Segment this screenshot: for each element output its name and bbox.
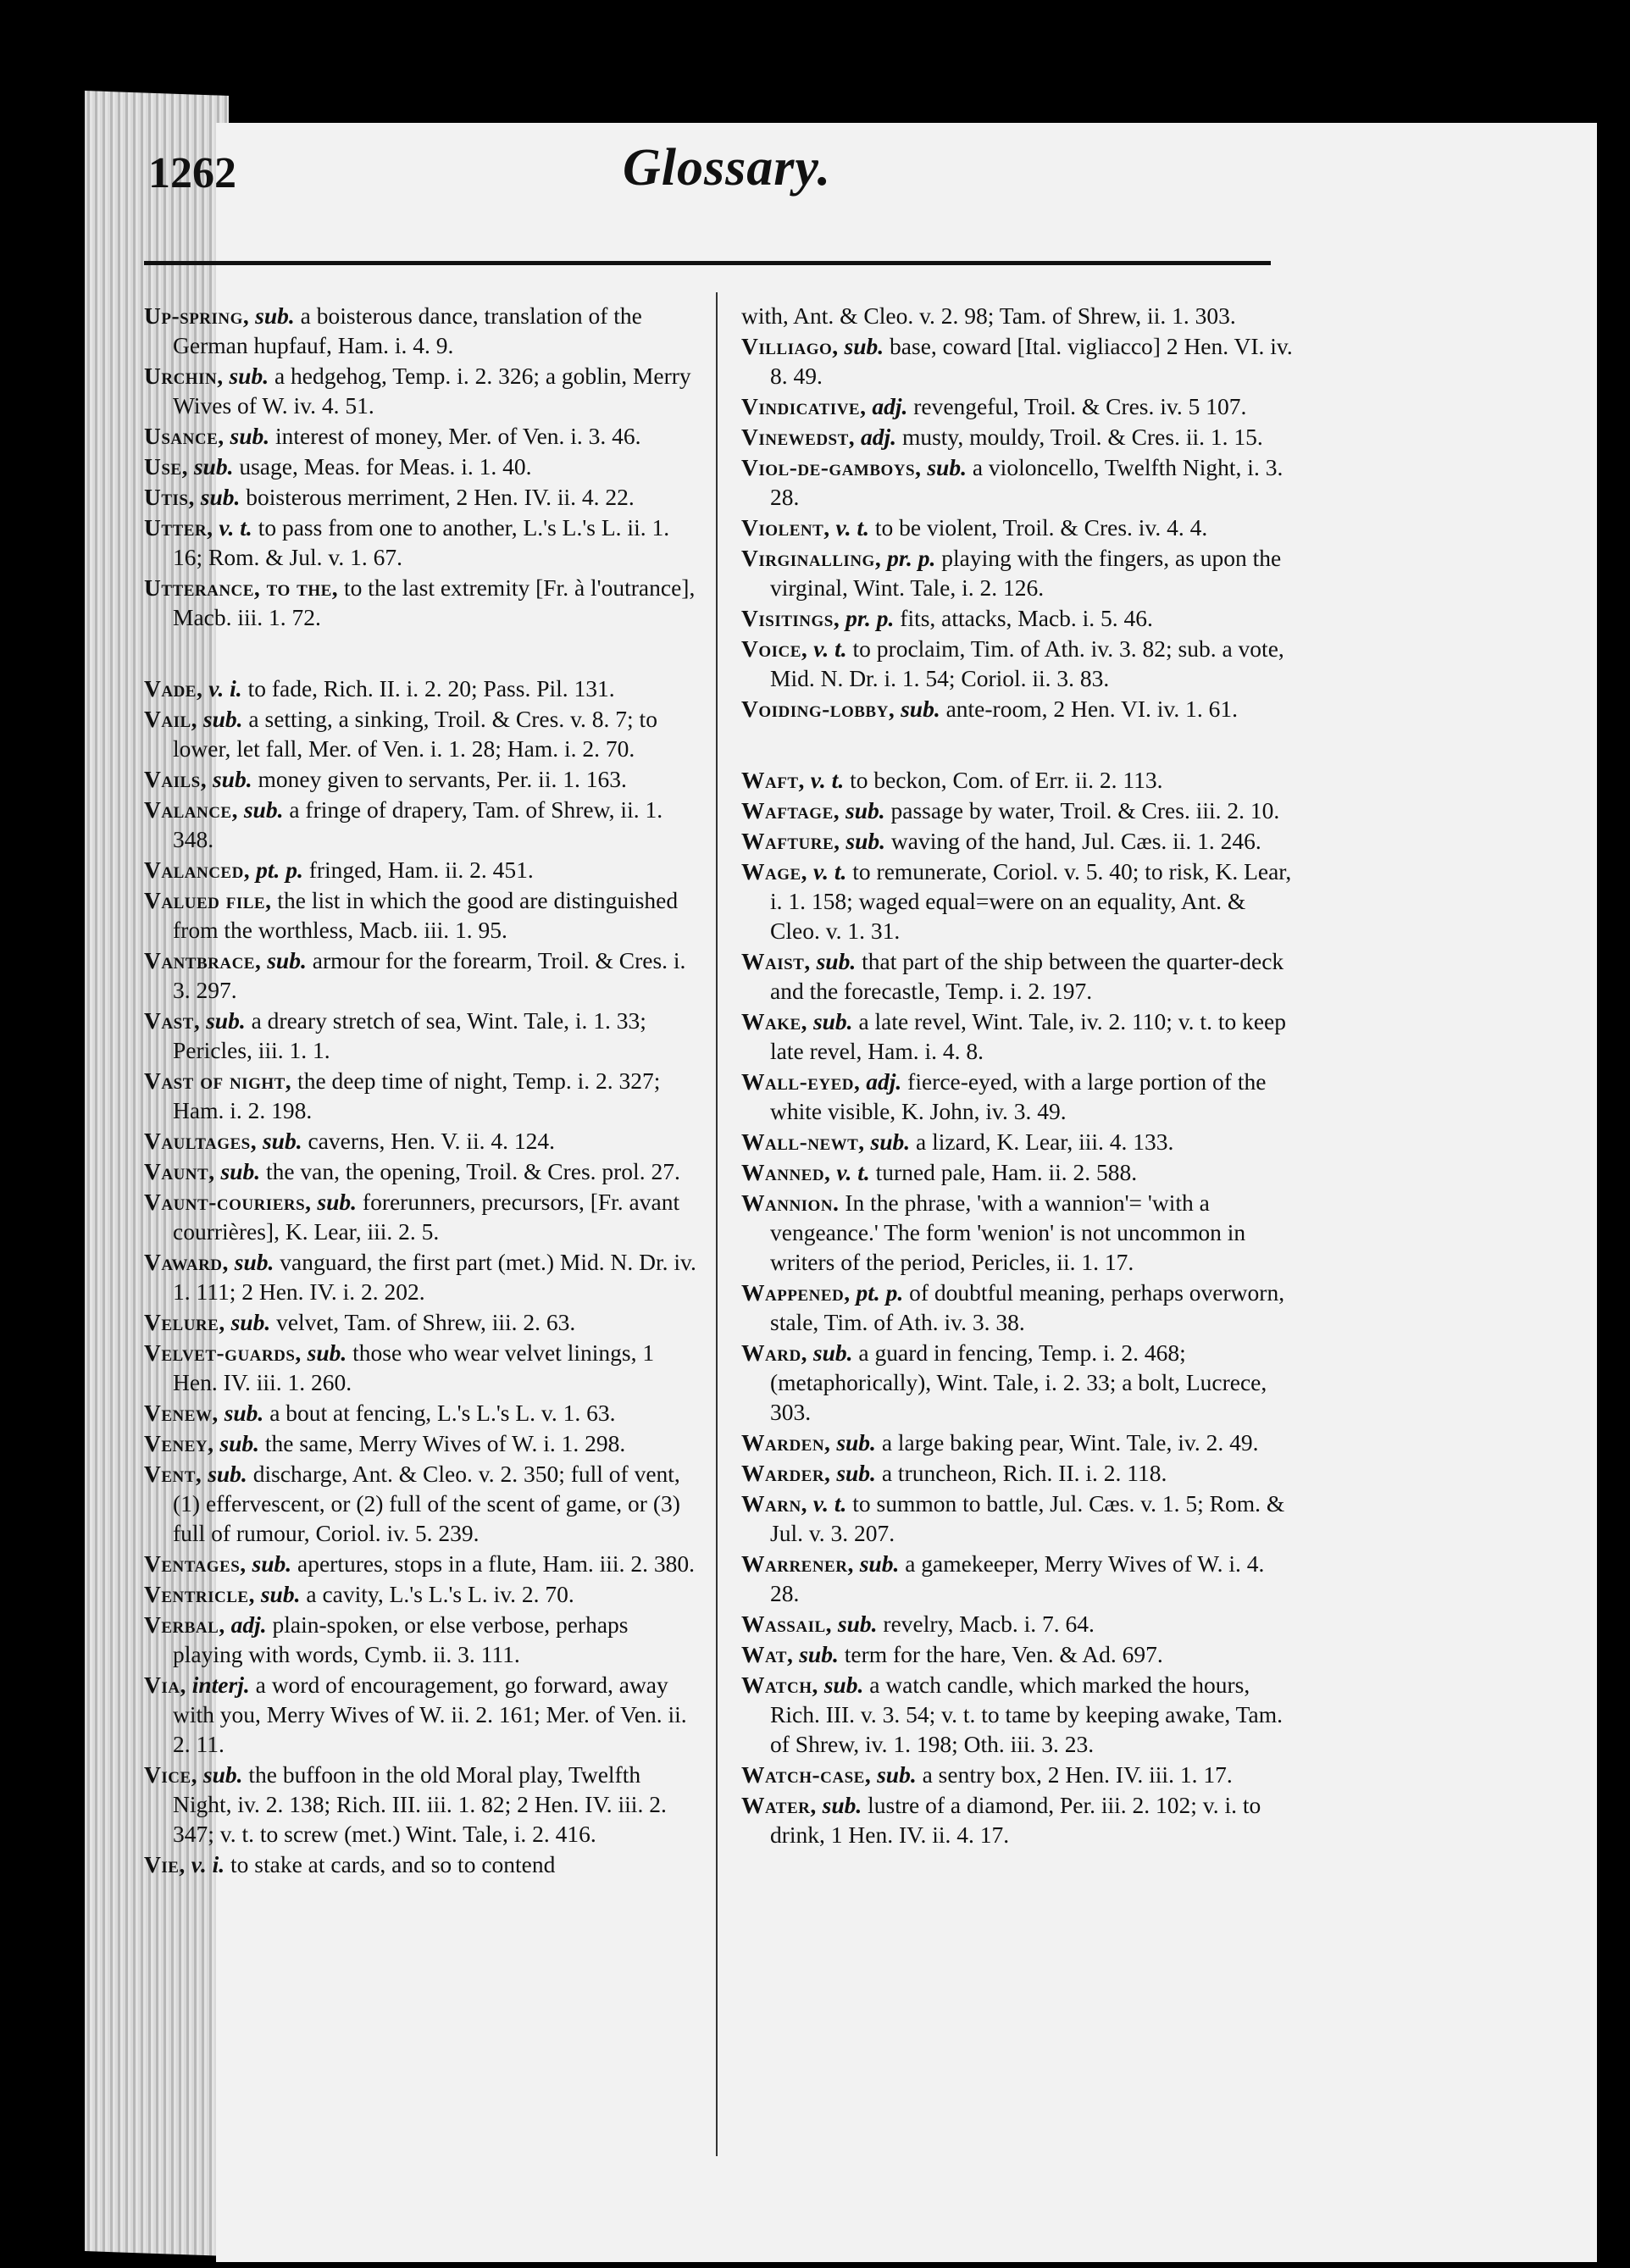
entry-headword: Wappened, bbox=[741, 1279, 851, 1306]
entry-headword: Valued file, bbox=[144, 887, 272, 913]
entry-headword: Waft, bbox=[741, 767, 805, 793]
entry-part-of-speech: sub. bbox=[307, 1339, 347, 1366]
glossary-entry bbox=[741, 1006, 1296, 1066]
glossary-entry bbox=[144, 1398, 703, 1428]
entry-definition: passage by water, Troil. & Cres. iii. 2. 10. bbox=[890, 797, 1280, 823]
entry-part-of-speech: sub. bbox=[255, 302, 295, 329]
entry-part-of-speech: adj. bbox=[230, 1611, 267, 1638]
glossary-entry bbox=[144, 482, 703, 512]
entry-definition: the same, Merry Wives of W. i. 1. 298. bbox=[264, 1430, 626, 1456]
entry-headword: Warden, bbox=[741, 1429, 831, 1456]
entry-part-of-speech: sub. bbox=[193, 453, 234, 480]
entry-part-of-speech: sub. bbox=[220, 1158, 261, 1184]
entry-headword: Ventricle, bbox=[144, 1581, 255, 1607]
glossary-entry bbox=[144, 1549, 703, 1578]
entry-part-of-speech: v. i. bbox=[191, 1851, 225, 1877]
entry-part-of-speech: sub. bbox=[206, 1007, 246, 1034]
entry-definition: lustre of a diamond, Per. iii. 2. 102; v. i. to drink, 1 Hen. IV. ii. 4. 17. bbox=[770, 1792, 1261, 1848]
entry-definition: velvet, Tam. of Shrew, iii. 2. 63. bbox=[276, 1309, 576, 1335]
entry-definition: that part of the ship between the quarter-deck and the forecastle, Temp. i. 2. 197. bbox=[770, 948, 1284, 1004]
entry-definition: forerunners, precursors, [Fr. avant courrières], K. Lear, iii. 2. 5. bbox=[173, 1189, 680, 1245]
entry-headword: Ventages, bbox=[144, 1550, 247, 1577]
entry-headword: Up-spring, bbox=[144, 302, 250, 329]
entry-part-of-speech: sub. bbox=[901, 696, 940, 722]
entry-definition: a guard in fencing, Temp. i. 2. 468; (metaphorically), Wint. Tale, i. 2. 33; a bolt, Lucrece, 303. bbox=[770, 1339, 1267, 1425]
entry-definition: to the last extremity [Fr. à l'outrance], Macb. iii. 1. 72. bbox=[173, 574, 696, 630]
entry-headword: Vade, bbox=[144, 675, 203, 701]
entry-headword: Via, bbox=[144, 1672, 186, 1698]
entry-definition: In the phrase, 'with a wannion'= 'with a vengeance.' The form 'wenion' is not uncommon in writers of the period, Pericles, ii. 1. 17. bbox=[770, 1189, 1246, 1275]
glossary-entry bbox=[144, 1126, 703, 1156]
glossary-entry bbox=[144, 1156, 703, 1186]
entry-part-of-speech: v. t. bbox=[835, 514, 869, 541]
entry-part-of-speech: sub. bbox=[870, 1128, 911, 1155]
glossary-entry bbox=[741, 1067, 1296, 1126]
glossary-entry bbox=[741, 513, 1296, 542]
glossary-entry bbox=[741, 1127, 1296, 1156]
entry-headword: Virginalling, bbox=[741, 545, 882, 571]
glossary-entry bbox=[144, 1338, 703, 1397]
entry-part-of-speech: sub. bbox=[836, 1429, 876, 1456]
entry-headword: Wall-eyed, bbox=[741, 1068, 861, 1095]
entry-headword: Wafture, bbox=[741, 828, 840, 854]
entry-part-of-speech: sub. bbox=[243, 796, 284, 823]
glossary-entry bbox=[144, 885, 703, 945]
entry-definition: to summon to battle, Jul. Cæs. v. 1. 5; Rom. & Jul. v. 3. 207. bbox=[770, 1490, 1285, 1546]
entry-part-of-speech: v. t. bbox=[812, 858, 847, 884]
entry-part-of-speech: adj. bbox=[866, 1068, 902, 1095]
entry-definition: fits, attacks, Macb. i. 5. 46. bbox=[900, 605, 1153, 631]
entry-definition: boisterous merriment, 2 Hen. IV. ii. 4. 22. bbox=[246, 484, 635, 510]
entry-part-of-speech: v. t. bbox=[219, 514, 252, 541]
entry-definition: a boisterous dance, translation of the German hupfauf, Ham. i. 4. 9. bbox=[173, 302, 642, 358]
entry-part-of-speech: sub. bbox=[845, 797, 885, 823]
glossary-entry bbox=[741, 1549, 1296, 1608]
glossary-entry bbox=[144, 945, 703, 1005]
entry-part-of-speech: sub. bbox=[317, 1189, 358, 1215]
entry-part-of-speech: sub. bbox=[267, 947, 307, 973]
glossary-entry bbox=[144, 1428, 703, 1458]
entry-headword: Wage, bbox=[741, 858, 808, 884]
entry-definition: turned pale, Ham. ii. 2. 588. bbox=[875, 1159, 1138, 1185]
entry-part-of-speech: sub. bbox=[844, 333, 884, 359]
glossary-entry bbox=[144, 1849, 703, 1879]
entry-definition: vanguard, the first part (met.) Mid. N. Dr. iv. 1. 111; 2 Hen. IV. i. 2. 202. bbox=[173, 1249, 696, 1305]
entry-part-of-speech: sub. bbox=[224, 1400, 264, 1426]
glossary-entry bbox=[741, 1428, 1296, 1457]
entry-definition: the list in which the good are distinguished from the worthless, Macb. iii. 1. 95. bbox=[173, 887, 679, 943]
entry-definition: discharge, Ant. & Cleo. v. 2. 350; full of vent, (1) effervescent, or (2) full of the scent of game, or (3) full of rumour, Coriol. iv. 5. 239. bbox=[173, 1461, 680, 1546]
glossary-entry bbox=[144, 573, 703, 632]
entry-definition: caverns, Hen. V. ii. 4. 124. bbox=[308, 1128, 556, 1154]
entry-headword: Veney, bbox=[144, 1430, 214, 1456]
entry-definition: with, Ant. & Cleo. v. 2. 98; Tam. of Shrew, ii. 1. 303. bbox=[741, 302, 1236, 329]
entry-headword: Velure, bbox=[144, 1309, 225, 1335]
entry-definition: to beckon, Com. of Err. ii. 2. 113. bbox=[850, 767, 1163, 793]
entry-headword: Wat, bbox=[741, 1641, 794, 1667]
entry-headword: Voice, bbox=[741, 635, 808, 662]
entry-part-of-speech: sub. bbox=[234, 1249, 274, 1275]
entry-headword: Vail, bbox=[144, 706, 198, 732]
entry-part-of-speech: adj. bbox=[861, 424, 897, 450]
entry-part-of-speech: sub. bbox=[200, 484, 241, 510]
glossary-entry bbox=[741, 1338, 1296, 1427]
entry-definition: interest of money, Mer. of Ven. i. 3. 46. bbox=[275, 423, 641, 449]
glossary-entry bbox=[741, 634, 1296, 693]
entry-part-of-speech: sub. bbox=[252, 1550, 292, 1577]
glossary-entry bbox=[144, 1187, 703, 1246]
entry-definition: a truncheon, Rich. II. i. 2. 118. bbox=[881, 1460, 1167, 1486]
glossary-entry bbox=[741, 1609, 1296, 1639]
glossary-entry bbox=[144, 1670, 703, 1759]
entry-definition: a violoncello, Twelfth Night, i. 3. 28. bbox=[770, 454, 1283, 510]
glossary-entry bbox=[741, 543, 1296, 602]
glossary-column-right bbox=[741, 301, 1296, 1850]
glossary-entry bbox=[144, 361, 703, 420]
entry-headword: Wannion. bbox=[741, 1189, 840, 1216]
entry-part-of-speech: sub. bbox=[260, 1581, 301, 1607]
entry-headword: Use, bbox=[144, 453, 188, 480]
entry-headword: Vast of night, bbox=[144, 1067, 292, 1094]
glossary-entry bbox=[144, 1760, 703, 1849]
entry-headword: Visitings, bbox=[741, 605, 840, 631]
entry-headword: Ward, bbox=[741, 1339, 808, 1366]
glossary-entry bbox=[741, 603, 1296, 633]
glossary-entry bbox=[144, 301, 703, 360]
entry-headword: Wall-newt, bbox=[741, 1128, 865, 1155]
glossary-entry bbox=[741, 826, 1296, 856]
entry-definition: a dreary stretch of sea, Wint. Tale, i. 1. 33; Pericles, iii. 1. 1. bbox=[173, 1007, 646, 1063]
entry-headword: Utter, bbox=[144, 514, 213, 541]
entry-definition: a setting, a sinking, Troil. & Cres. v. 8. 7; to lower, let fall, Mer. of Ven. i. 1. 28; Ham. i. 2. 70. bbox=[173, 706, 657, 762]
entry-part-of-speech: pr. p. bbox=[845, 605, 895, 631]
entry-headword: Warder, bbox=[741, 1460, 831, 1486]
glossary-entry bbox=[741, 452, 1296, 512]
page-header bbox=[148, 123, 1283, 216]
entry-part-of-speech: sub. bbox=[230, 1309, 271, 1335]
entry-definition: a lizard, K. Lear, iii. 4. 133. bbox=[916, 1128, 1174, 1155]
entry-part-of-speech: pt. p. bbox=[256, 857, 303, 883]
entry-definition: armour for the forearm, Troil. & Cres. i. 3. 297. bbox=[173, 947, 686, 1003]
glossary-entry bbox=[741, 1458, 1296, 1488]
entry-definition: usage, Meas. for Meas. i. 1. 40. bbox=[239, 453, 532, 480]
entry-headword: Velvet-guards, bbox=[144, 1339, 302, 1366]
entry-part-of-speech: sub. bbox=[202, 1761, 243, 1788]
entry-definition: revelry, Macb. i. 7. 64. bbox=[883, 1611, 1095, 1637]
entry-headword: Wassail, bbox=[741, 1611, 833, 1637]
glossary-entry bbox=[741, 1760, 1296, 1789]
entry-headword: Waftage, bbox=[741, 797, 840, 823]
entry-definition: revengeful, Troil. & Cres. iv. 5 107. bbox=[913, 393, 1247, 419]
entry-definition: a large baking pear, Wint. Tale, iv. 2. 49. bbox=[881, 1429, 1259, 1456]
entry-part-of-speech: sub. bbox=[822, 1792, 862, 1818]
entry-definition: a word of encouragement, go forward, away with you, Merry Wives of W. ii. 2. 161; Mer. of Ven. ii. 2. 11. bbox=[173, 1672, 687, 1757]
entry-headword: Water, bbox=[741, 1792, 817, 1818]
entry-definition: playing with the fingers, as upon the virginal, Wint. Tale, i. 2. 126. bbox=[770, 545, 1282, 601]
entry-definition: base, coward [Ital. vigliacco] 2 Hen. VI. iv. 8. 49. bbox=[770, 333, 1293, 389]
entry-definition: to remunerate, Coriol. v. 5. 40; to risk, K. Lear, i. 1. 158; waged equal=were on an equality, Ant. & Cleo. v. 1. 31. bbox=[770, 858, 1292, 944]
entry-headword: Vice, bbox=[144, 1761, 198, 1788]
entry-definition: a sentry box, 2 Hen. IV. iii. 1. 17. bbox=[922, 1761, 1233, 1788]
glossary-entry bbox=[741, 857, 1296, 945]
entry-headword: Waist, bbox=[741, 948, 811, 974]
entry-part-of-speech: sub. bbox=[812, 1339, 853, 1366]
glossary-entry bbox=[741, 1639, 1296, 1669]
glossary-entry bbox=[144, 795, 703, 854]
entry-part-of-speech: sub. bbox=[845, 828, 885, 854]
entry-headword: Vaunt, bbox=[144, 1158, 215, 1184]
entry-part-of-speech: sub. bbox=[230, 423, 270, 449]
entry-part-of-speech: sub. bbox=[219, 1430, 260, 1456]
entry-part-of-speech: sub. bbox=[812, 1008, 853, 1034]
entry-definition: to be violent, Troil. & Cres. iv. 4. 4. bbox=[874, 514, 1208, 541]
entry-definition: to fade, Rich. II. i. 2. 20; Pass. Pil. 131. bbox=[247, 675, 615, 701]
entry-part-of-speech: v. t. bbox=[812, 1490, 847, 1517]
entry-definition: those who wear velvet linings, 1 Hen. IV. iii. 1. 260. bbox=[173, 1339, 655, 1395]
entry-part-of-speech: sub. bbox=[208, 1461, 247, 1487]
glossary-entry bbox=[741, 796, 1296, 825]
entry-part-of-speech: sub. bbox=[229, 363, 269, 389]
entry-definition: a watch candle, which marked the hours, Rich. III. v. 3. 54; v. t. to tame by keeping awake, Tam. of Shrew, iv. 1. 198; Oth. iii. 3. 23. bbox=[770, 1672, 1283, 1757]
entry-part-of-speech: sub. bbox=[262, 1128, 302, 1154]
entry-part-of-speech: pr. p. bbox=[887, 545, 936, 571]
glossary-entry bbox=[144, 1459, 703, 1548]
entry-definition: apertures, stops in a flute, Ham. iii. 2. 380. bbox=[297, 1550, 695, 1577]
glossary-entry bbox=[144, 855, 703, 884]
column-divider bbox=[716, 292, 718, 2156]
entry-definition: waving of the hand, Jul. Cæs. ii. 1. 246. bbox=[890, 828, 1261, 854]
entry-part-of-speech: sub. bbox=[202, 706, 243, 732]
entry-headword: Watch, bbox=[741, 1672, 818, 1698]
entry-definition: fringed, Ham. ii. 2. 451. bbox=[308, 857, 534, 883]
entry-definition: fierce-eyed, with a large portion of the white visible, K. John, iv. 3. 49. bbox=[770, 1068, 1267, 1124]
entry-part-of-speech: v. t. bbox=[810, 767, 845, 793]
glossary-entry bbox=[741, 331, 1296, 391]
entry-headword: Watch-case, bbox=[741, 1761, 872, 1788]
letter-section-gap bbox=[144, 633, 703, 674]
entry-part-of-speech: adj. bbox=[872, 393, 908, 419]
entry-headword: Vantbrace, bbox=[144, 947, 262, 973]
entry-definition: the buffoon in the old Moral play, Twelfth Night, iv. 2. 138; Rich. III. iii. 1. 82; 2 Hen. IV. iii. 2. 347; v. t. to screw (met.) Wint. Tale, i. 2. 416. bbox=[173, 1761, 667, 1847]
entry-headword: Wake, bbox=[741, 1008, 808, 1034]
entry-headword: Venew, bbox=[144, 1400, 219, 1426]
entry-part-of-speech: sub. bbox=[799, 1641, 839, 1667]
glossary-entry bbox=[741, 1157, 1296, 1187]
glossary-entry bbox=[144, 1307, 703, 1337]
header-rule bbox=[144, 261, 1271, 265]
entry-part-of-speech: sub. bbox=[927, 454, 967, 480]
glossary-entry bbox=[741, 391, 1296, 421]
entry-definition: musty, mouldy, Troil. & Cres. ii. 1. 15. bbox=[901, 424, 1263, 450]
entry-headword: Vaultages, bbox=[144, 1128, 258, 1154]
glossary-entry bbox=[741, 422, 1296, 452]
entry-headword: Villiago, bbox=[741, 333, 839, 359]
entry-part-of-speech: interj. bbox=[191, 1672, 250, 1698]
entry-headword: Valanced, bbox=[144, 857, 251, 883]
entry-headword: Voiding-lobby, bbox=[741, 696, 895, 722]
entry-definition: to pass from one to another, L.'s L.'s L. ii. 1. 16; Rom. & Jul. v. 1. 67. bbox=[173, 514, 670, 570]
glossary-entry bbox=[144, 1006, 703, 1065]
entry-headword: Vaward, bbox=[144, 1249, 229, 1275]
glossary-entry bbox=[144, 674, 703, 703]
entry-part-of-speech: sub. bbox=[823, 1672, 864, 1698]
entry-headword: Vast, bbox=[144, 1007, 201, 1034]
entry-headword: Viol-de-gamboys, bbox=[741, 454, 922, 480]
entry-part-of-speech: v. i. bbox=[208, 675, 242, 701]
glossary-entry bbox=[741, 1278, 1296, 1337]
entry-part-of-speech: sub. bbox=[212, 766, 252, 792]
glossary-entry bbox=[144, 704, 703, 763]
glossary-entry bbox=[741, 301, 1296, 330]
entry-headword: Utterance, to the, bbox=[144, 574, 339, 601]
glossary-entry bbox=[144, 513, 703, 572]
entry-headword: Urchin, bbox=[144, 363, 224, 389]
running-title: Glossary. bbox=[623, 139, 832, 197]
entry-definition: to proclaim, Tim. of Ath. iv. 3. 82; sub. a vote, Mid. N. Dr. i. 1. 54; Coriol. ii. 3. 83. bbox=[770, 635, 1284, 691]
entry-headword: Usance, bbox=[144, 423, 225, 449]
entry-definition: the van, the opening, Troil. & Cres. prol. 27. bbox=[265, 1158, 680, 1184]
entry-headword: Violent, bbox=[741, 514, 830, 541]
entry-headword: Vent, bbox=[144, 1461, 202, 1487]
glossary-entry bbox=[741, 765, 1296, 795]
glossary-entry bbox=[144, 452, 703, 481]
entry-definition: money given to servants, Per. ii. 1. 163. bbox=[258, 766, 627, 792]
glossary-entry bbox=[741, 1790, 1296, 1849]
entry-headword: Verbal, bbox=[144, 1611, 225, 1638]
glossary-column-left bbox=[144, 301, 703, 1880]
entry-headword: Warrener, bbox=[741, 1550, 854, 1577]
entry-definition: to stake at cards, and so to contend bbox=[230, 1851, 556, 1877]
entry-definition: of doubtful meaning, perhaps overworn, stale, Tim. of Ath. iv. 3. 38. bbox=[770, 1279, 1285, 1335]
glossary-entry bbox=[741, 694, 1296, 724]
entry-definition: a bout at fencing, L.'s L.'s L. v. 1. 63. bbox=[269, 1400, 616, 1426]
entry-part-of-speech: v. t. bbox=[813, 635, 847, 662]
entry-definition: a fringe of drapery, Tam. of Shrew, ii. 1. 348. bbox=[173, 796, 663, 852]
entry-headword: Wanned, bbox=[741, 1159, 831, 1185]
entry-headword: Utis, bbox=[144, 484, 195, 510]
page-number: 1262 bbox=[148, 149, 236, 197]
glossary-entry bbox=[741, 1188, 1296, 1277]
entry-definition: the deep time of night, Temp. i. 2. 327; Ham. i. 2. 198. bbox=[173, 1067, 661, 1123]
glossary-entry bbox=[144, 1579, 703, 1609]
entry-definition: plain-spoken, or else verbose, perhaps playing with words, Cymb. ii. 3. 111. bbox=[173, 1611, 629, 1667]
glossary-entry bbox=[144, 1066, 703, 1125]
entry-headword: Warn, bbox=[741, 1490, 808, 1517]
glossary-entry bbox=[144, 1610, 703, 1669]
entry-definition: a hedgehog, Temp. i. 2. 326; a goblin, Merry Wives of W. iv. 4. 51. bbox=[173, 363, 691, 419]
entry-definition: ante-room, 2 Hen. VI. iv. 1. 61. bbox=[945, 696, 1239, 722]
entry-headword: Vindicative, bbox=[741, 393, 867, 419]
entry-part-of-speech: pt. p. bbox=[856, 1279, 904, 1306]
entry-definition: a cavity, L.'s L.'s L. iv. 2. 70. bbox=[306, 1581, 574, 1607]
glossary-entry bbox=[144, 764, 703, 794]
entry-headword: Valance, bbox=[144, 796, 238, 823]
entry-part-of-speech: sub. bbox=[837, 1611, 878, 1637]
glossary-entry bbox=[144, 1247, 703, 1306]
glossary-entry bbox=[741, 1489, 1296, 1548]
entry-definition: a late revel, Wint. Tale, iv. 2. 110; v. t. to keep late revel, Ham. i. 4. 8. bbox=[770, 1008, 1286, 1064]
entry-part-of-speech: sub. bbox=[859, 1550, 900, 1577]
glossary-entry bbox=[144, 421, 703, 451]
entry-definition: term for the hare, Ven. & Ad. 697. bbox=[844, 1641, 1163, 1667]
glossary-entry bbox=[741, 1670, 1296, 1759]
letter-section-gap bbox=[741, 724, 1296, 765]
entry-headword: Vie, bbox=[144, 1851, 186, 1877]
entry-part-of-speech: v. t. bbox=[836, 1159, 870, 1185]
entry-headword: Vaunt-couriers, bbox=[144, 1189, 312, 1215]
entry-part-of-speech: sub. bbox=[877, 1761, 917, 1788]
entry-part-of-speech: sub. bbox=[836, 1460, 876, 1486]
glossary-entry bbox=[741, 946, 1296, 1006]
entry-part-of-speech: sub. bbox=[816, 948, 857, 974]
entry-definition: a gamekeeper, Merry Wives of W. i. 4. 28. bbox=[770, 1550, 1265, 1606]
entry-headword: Vinewedst, bbox=[741, 424, 856, 450]
entry-headword: Vails, bbox=[144, 766, 208, 792]
